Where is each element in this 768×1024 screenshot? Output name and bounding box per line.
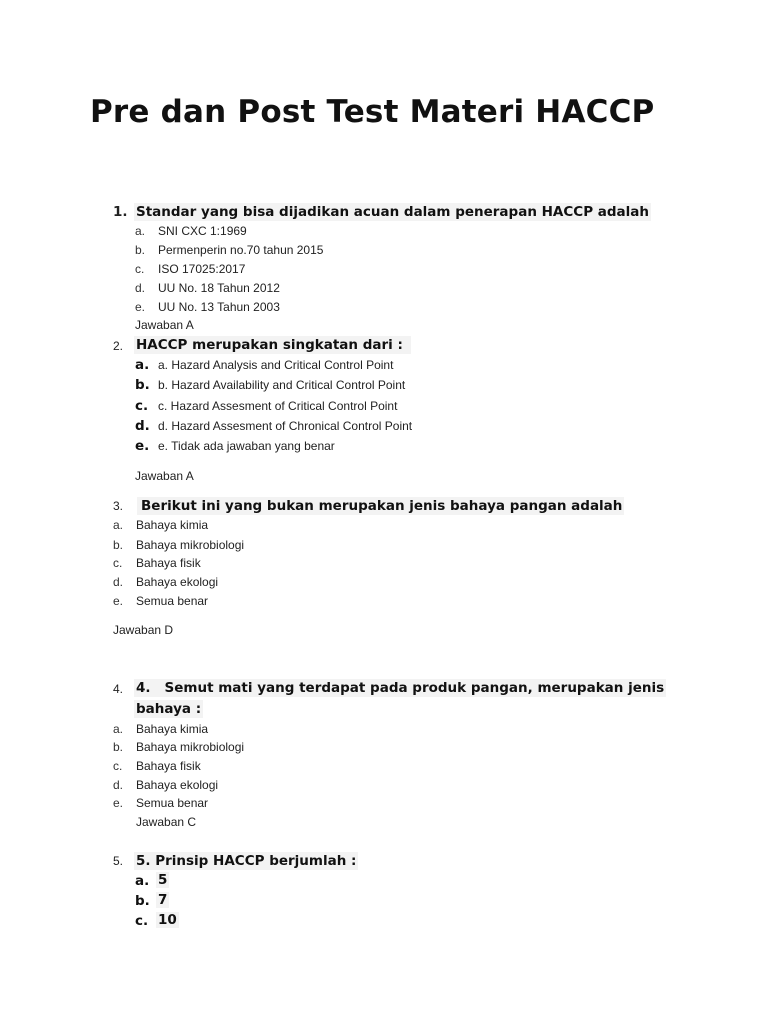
option-letter: e. <box>135 438 150 454</box>
option-letter: d. <box>113 575 124 589</box>
question-number: 1. <box>113 204 128 220</box>
option-text: e. Tidak ada jawaban yang benar <box>158 439 335 453</box>
option-letter: b. <box>113 538 124 552</box>
option-letter: c. <box>135 913 149 929</box>
option-letter: c. <box>135 262 145 276</box>
option-text: SNI CXC 1:1969 <box>158 224 247 238</box>
option-letter: a. <box>113 518 124 532</box>
question-text: Standar yang bisa dijadikan acuan dalam penerapan HACCP adalah <box>136 204 650 220</box>
answer-key: Jawaban D <box>113 623 174 637</box>
option-text: Semua benar <box>136 594 209 608</box>
option-text: b. Hazard Availability and Critical Control Point <box>158 378 406 392</box>
answer-key: Jawaban A <box>135 318 194 332</box>
option-letter: c. <box>135 398 149 414</box>
option-letter: d. <box>113 778 124 792</box>
option-text: Bahaya ekologi <box>136 778 219 792</box>
question-text: Semut mati yang terdapat pada produk pangan, merupakan jenis <box>164 680 665 696</box>
option-letter: c. <box>113 556 123 570</box>
answer-key: Jawaban A <box>135 469 194 483</box>
option-text: Bahaya fisik <box>136 759 201 773</box>
option-text: Bahaya fisik <box>136 556 201 570</box>
question-number: 4. <box>113 682 124 696</box>
question-prefix: 4. <box>136 680 151 696</box>
option-text: 7 <box>158 892 168 908</box>
question-text: 5. Prinsip HACCP berjumlah : <box>136 853 357 869</box>
option-letter: b. <box>135 377 150 393</box>
option-text: Permenperin no.70 tahun 2015 <box>158 243 324 257</box>
question-text-line-1 <box>134 679 666 697</box>
option-letter: e. <box>113 796 124 810</box>
option-letter: c. <box>113 759 123 773</box>
option-letter: a. <box>135 224 146 238</box>
page-title: Pre dan Post Test Materi HACCP <box>90 94 655 130</box>
question-number: 3. <box>113 499 124 513</box>
question-number: 2. <box>113 339 124 353</box>
option-letter: d. <box>135 281 146 295</box>
option-letter: b. <box>113 740 124 754</box>
option-text: c. Hazard Assesment of Critical Control Point <box>158 399 398 413</box>
option-letter: b. <box>135 243 146 257</box>
option-letter: e. <box>113 594 124 608</box>
option-text: a. Hazard Analysis and Critical Control Point <box>158 358 394 372</box>
option-text: Bahaya mikrobiologi <box>136 740 245 754</box>
option-text: Bahaya ekologi <box>136 575 219 589</box>
answer-key: Jawaban C <box>136 815 197 829</box>
option-text: Bahaya kimia <box>136 518 209 532</box>
option-text: 5 <box>158 872 168 888</box>
option-letter: a. <box>135 357 150 373</box>
option-text: ISO 17025:2017 <box>158 262 246 276</box>
option-letter: b. <box>135 893 150 909</box>
question-number: 5. <box>113 854 124 868</box>
option-text: 10 <box>158 912 177 928</box>
question-text: Berikut ini yang bukan merupakan jenis bahaya pangan adalah <box>137 497 624 515</box>
option-text: Bahaya kimia <box>136 722 209 736</box>
option-letter: a. <box>113 722 124 736</box>
option-text: UU No. 18 Tahun 2012 <box>158 281 280 295</box>
option-letter: a. <box>135 873 150 889</box>
option-letter: d. <box>135 418 150 434</box>
question-text: HACCP merupakan singkatan dari : <box>134 336 411 354</box>
question-text-line-2: bahaya : <box>136 701 202 717</box>
option-letter: e. <box>135 300 146 314</box>
option-text: d. Hazard Assesment of Chronical Control Point <box>158 419 413 433</box>
option-text: UU No. 13 Tahun 2003 <box>158 300 280 314</box>
option-text: Bahaya mikrobiologi <box>136 538 245 552</box>
option-text: Semua benar <box>136 796 209 810</box>
